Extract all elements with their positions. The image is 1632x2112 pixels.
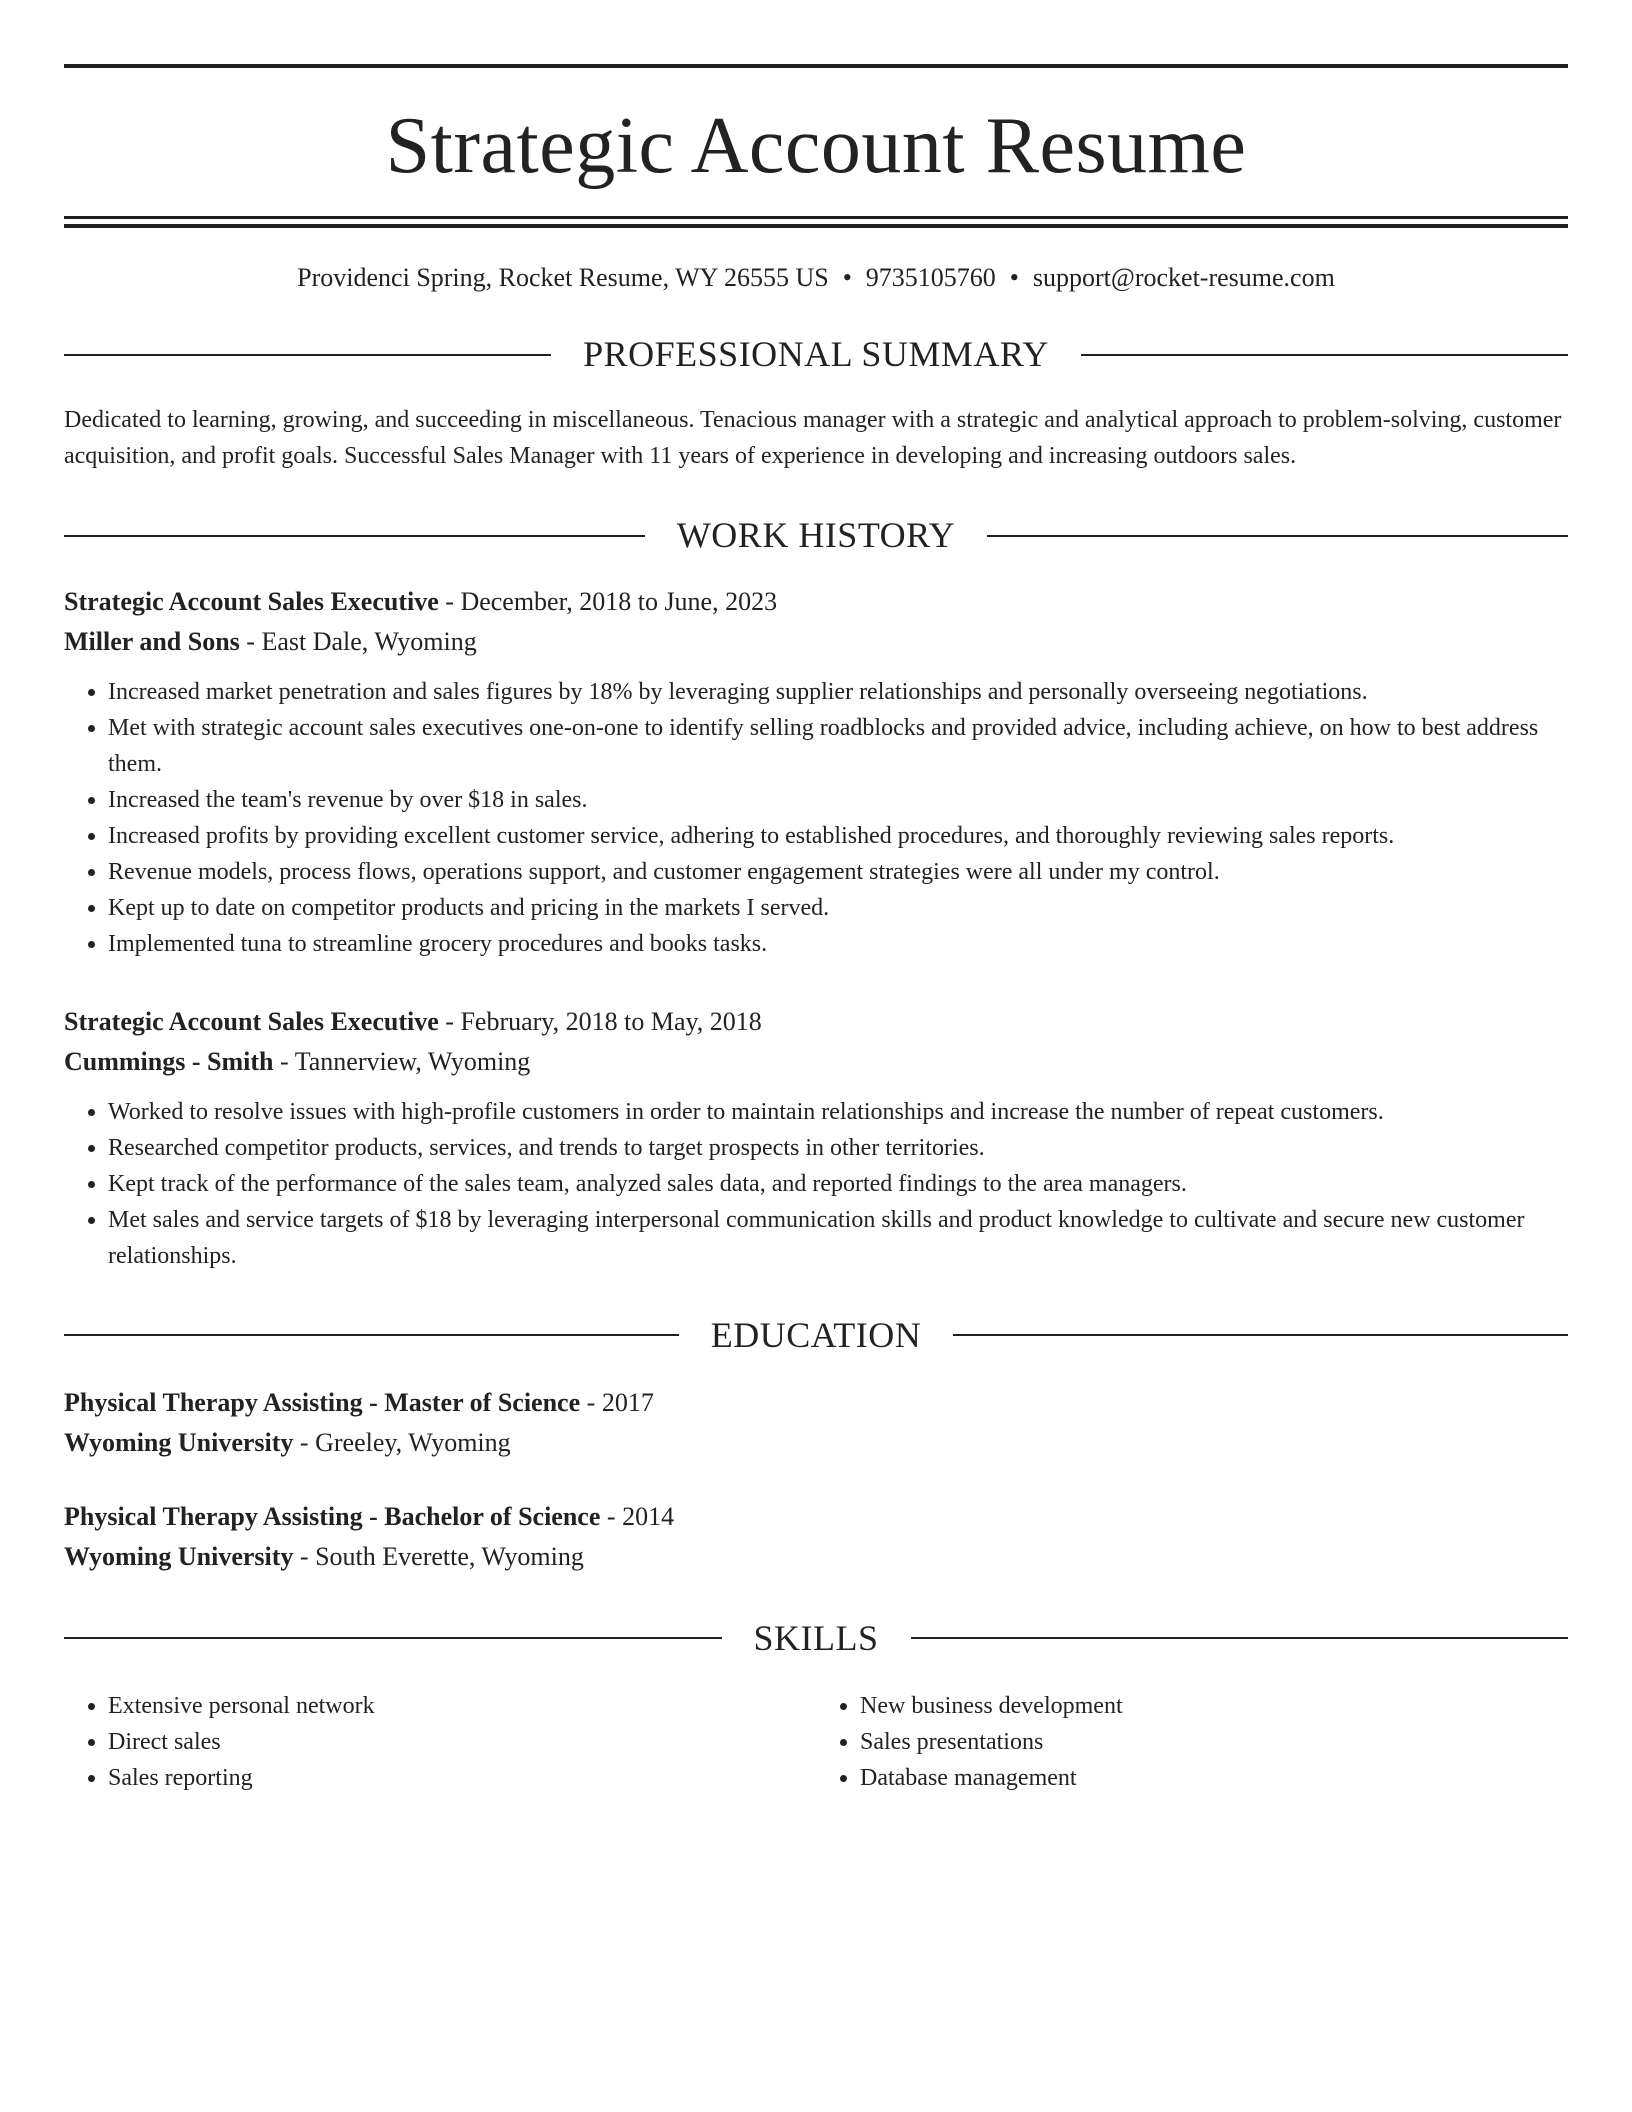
section-heading-work-history (64, 514, 1568, 557)
skill-item: • Sales presentations (860, 1724, 1568, 1760)
skills-columns (64, 1688, 1568, 1796)
job-title: Strategic Account Sales Executive (64, 586, 439, 616)
job-location: East Dale, Wyoming (261, 626, 477, 656)
contact-separator: • (1009, 263, 1019, 292)
skills-list-left (64, 1688, 816, 1796)
job-title-line (64, 582, 1568, 622)
school-line (64, 1423, 1568, 1463)
degree-line (64, 1383, 1568, 1423)
list-item: • Researched competitor products, services, and trends to target prospects in other territories. (108, 1130, 1568, 1166)
dash: - (438, 1006, 461, 1036)
section-title: WORK HISTORY (676, 515, 956, 556)
school-location: South Everette, Wyoming (315, 1541, 584, 1571)
education-entry (64, 1383, 1568, 1463)
list-item: • Met sales and service targets of $18 by leveraging interpersonal communication skills and product knowledge to cultivate and secure new customer relationships. (108, 1202, 1568, 1274)
dash: - (273, 1046, 295, 1076)
skill-item: • Database management (860, 1760, 1568, 1796)
heading-rule-right (953, 1334, 1568, 1336)
list-item: • Worked to resolve issues with high-profile customers in order to maintain relationships and increase the number of repeat customers. (108, 1094, 1568, 1130)
heading-rule-left (64, 535, 645, 537)
list-item: • Implemented tuna to streamline grocery procedures and books tasks. (108, 926, 1568, 962)
skill-item: • New business development (860, 1688, 1568, 1724)
list-item: • Kept track of the performance of the sales team, analyzed sales data, and reported findings to the area managers. (108, 1166, 1568, 1202)
skill-item: • Direct sales (108, 1724, 816, 1760)
job-company-line (64, 622, 1568, 662)
degree: Physical Therapy Assisting - Bachelor of Science (64, 1501, 601, 1531)
school-line (64, 1537, 1568, 1577)
heading-rule-right (911, 1637, 1569, 1639)
job-title: Strategic Account Sales Executive (64, 1006, 439, 1036)
job-company: Miller and Sons (64, 626, 240, 656)
dash: - (438, 586, 461, 616)
education-entry (64, 1497, 1568, 1577)
degree: Physical Therapy Assisting - Master of Science (64, 1387, 581, 1417)
job-dates: December, 2018 to June, 2023 (460, 586, 778, 616)
school-location: Greeley, Wyoming (315, 1427, 511, 1457)
contact-phone: 9735105760 (865, 263, 996, 292)
section-title: SKILLS (753, 1617, 879, 1658)
dash: - (293, 1541, 316, 1571)
job-bullets (64, 674, 1568, 962)
summary-text: Dedicated to learning, growing, and succeeding in miscellaneous. Tenacious manager with a strategic and analytical approach to problem-solving, customer acquisition, and profit goals. Successful Sales Manager with 11 years of experience in developing and increasing outdoors sales. (64, 407, 1562, 470)
top-rule (64, 64, 1568, 68)
degree-year: 2014 (622, 1501, 675, 1531)
heading-rule-right (987, 535, 1568, 537)
job-company: Cummings - Smith (64, 1046, 274, 1076)
dash: - (293, 1427, 316, 1457)
job-title-line (64, 1002, 1568, 1042)
resume-title: Strategic Account Resume (385, 102, 1247, 190)
heading-rule-right (1081, 354, 1568, 356)
skills-list-right (816, 1688, 1568, 1796)
degree-line (64, 1497, 1568, 1537)
section-heading-education (64, 1314, 1568, 1357)
school: Wyoming University (64, 1427, 294, 1457)
contact-separator: • (842, 263, 852, 292)
dash: - (239, 626, 262, 656)
contact-email: support@rocket-resume.com (1032, 263, 1335, 292)
contact-line (64, 262, 1568, 293)
heading-rule-left (64, 354, 551, 356)
section-title: EDUCATION (710, 1314, 922, 1355)
heading-rule-left (64, 1637, 722, 1639)
job-company-line (64, 1042, 1568, 1082)
list-item: • Kept up to date on competitor products and pricing in the markets I served. (108, 890, 1568, 926)
section-heading-skills (64, 1617, 1568, 1660)
dash: - (600, 1501, 623, 1531)
list-item: • Increased profits by providing excellent customer service, adhering to established procedures, and thoroughly reviewing sales reports. (108, 818, 1568, 854)
job-location: Tannerview, Wyoming (294, 1046, 531, 1076)
list-item: • Revenue models, process flows, operations support, and customer engagement strategies were all under my control. (108, 854, 1568, 890)
list-item: • Increased market penetration and sales figures by 18% by leveraging supplier relationships and personally overseeing negotiations. (108, 674, 1568, 710)
section-title: PROFESSIONAL SUMMARY (583, 334, 1049, 375)
section-heading-summary (64, 333, 1568, 376)
job-entry (64, 1002, 1568, 1274)
list-item: • Increased the team's revenue by over $18 in sales. (108, 782, 1568, 818)
school: Wyoming University (64, 1541, 294, 1571)
title-double-rule (64, 216, 1568, 228)
contact-address: Providenci Spring, Rocket Resume, WY 26555 US (297, 263, 829, 292)
dash: - (580, 1387, 602, 1417)
job-dates: February, 2018 to May, 2018 (460, 1006, 762, 1036)
skill-item: • Sales reporting (108, 1760, 816, 1796)
job-bullets (64, 1094, 1568, 1274)
skill-item: • Extensive personal network (108, 1688, 816, 1724)
degree-year: 2017 (601, 1387, 654, 1417)
heading-rule-left (64, 1334, 679, 1336)
job-entry (64, 582, 1568, 962)
list-item: • Met with strategic account sales executives one-on-one to identify selling roadblocks and provided advice, including achieve, on how to best address them. (108, 710, 1568, 782)
